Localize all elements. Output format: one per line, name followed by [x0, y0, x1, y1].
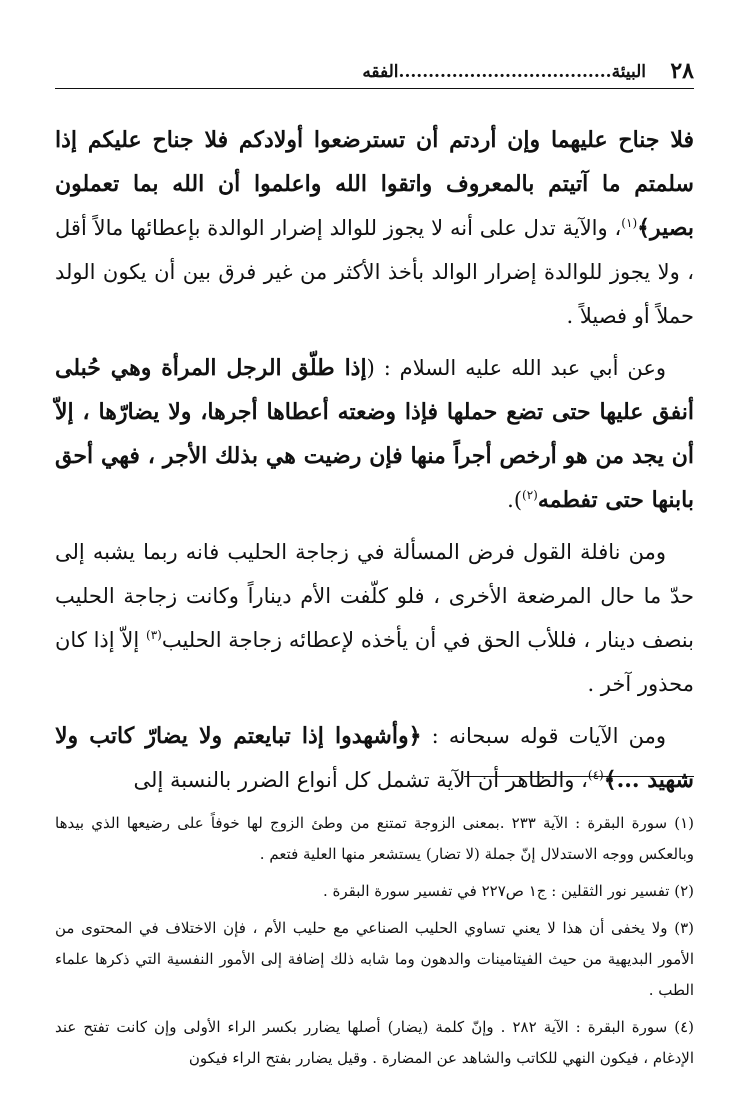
footnote-4: (٤) سورة البقرة : الآية ٢٨٢ . وإنّ كلمة (يضار) أصلها يضارر بكسر الراء الأولى وإن كانت تفتح عند الإدغام ، فيكون النهي للكاتب والشاهد عن المضارة . وقيل يضارر بفتح الراء فيكون [55, 1018, 694, 1067]
footnote-divider [464, 776, 694, 777]
footnotes [55, 808, 694, 1080]
page-header [55, 54, 694, 89]
paragraph-3-text-a: ومن نافلة القول فرض المسألة في زجاجة الحليب فانه ربما يشبه إلى حدّ ما حال المرضعة الأخرى ، فلو كلّفت الأم ديناراً وكانت زجاجة الحليب بنصف دينار ، فللأب الحق في أن يأخذه لإعطائه زجاجة الحليب [55, 540, 694, 652]
paragraph-4-text: ، والظاهر أن الآية تشمل كل أنواع الضرر بالنسبة إلى [133, 768, 588, 792]
footnote-ref-2: (٢) [522, 488, 538, 502]
hadith-intro: وعن أبي عبد الله عليه السلام : ( [366, 356, 666, 380]
quran-quote-1: فلا جناح عليهما وإن أردتم أن تسترضعوا أولادكم فلا جناح عليكم إذا سلمتم ما آتيتم بالمعروف واتقوا الله واعلموا أن الله بما تعملون بصير﴾ [55, 127, 694, 241]
running-title: البيئة....................................الفقه [362, 62, 646, 82]
footnote-ref-3: (٣) [146, 628, 162, 642]
paragraph-3 [55, 530, 694, 706]
hadith-end: ). [507, 488, 523, 512]
paragraph-4 [55, 714, 694, 802]
paragraph-4-intro: ومن الآيات قوله سبحانه : [421, 724, 667, 748]
paragraph-1 [55, 118, 694, 338]
quran-quote-2: ﴿وأشهدوا إذا تبايعتم ولا يضارّ كاتب ولا شهيد ...﴾ [55, 723, 694, 793]
footnote-ref-4: (٤) [587, 768, 604, 782]
footnote-1: (١) سورة البقرة : الآية ٢٣٣ .بمعنى الزوجة تمتنع من وطئ الزوج لها خوفاً على رضيعها الذي بيدها وبالعكس ووجه الاستدلال إنّ جملة (لا تضار) يستشعر منها العلية فتعم . [55, 814, 695, 863]
main-text [55, 118, 694, 810]
hadith-quote: إذا طلّق الرجل المرأة وهي حُبلى أنفق عليها حتى تضع حملها فإذا وضعته أعطاها أجرها، ولا يضارّها ، إلاّ أن يجد من هو أرخص أجراً منها فإن رضيت هي بذلك الأجر ، فهي أحق بابنها حتى تفطمه [55, 355, 694, 513]
footnote-ref-1: (١) [621, 216, 638, 230]
paragraph-1-text: ، والآية تدل على أنه لا يجوز للوالد إضرار الوالدة بإعطائها مالاً أقل ، ولا يجوز للوالدة إضرار الوالد بأخذ الأكثر من غير فرق بين أن يكون الولد حملاً أو فصيلاً . [55, 216, 694, 328]
footnote-2: (٢) تفسير نور الثقلين : ج١ ص٢٢٧ في تفسير سورة البقرة . [322, 882, 694, 900]
paragraph-3-text-b: إلاّ إذا كان محذور آخر . [55, 628, 694, 696]
paragraph-2 [55, 346, 694, 522]
footnote-3: (٣) ولا يخفى أن هذا لا يعني تساوي الحليب الصناعي مع حليب الأم ، فإن الاختلاف في المحتوى من الأمور البديهية من حيث الفيتامينات والدهون وما شابه ذلك إضافة إلى الأمور النفسية التي ذكرها علماء الطب . [55, 919, 694, 999]
page-number: ٢٨ [670, 58, 694, 84]
